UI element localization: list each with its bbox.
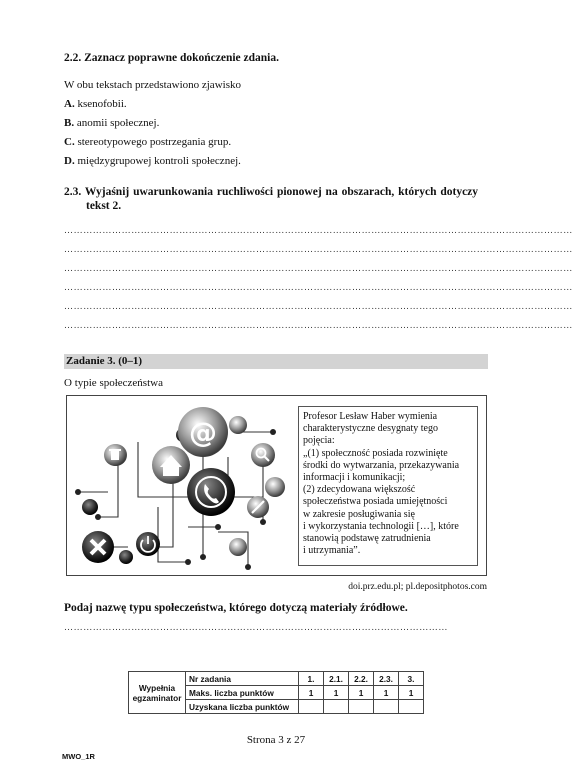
answer-line[interactable]: …………………………………………………………………………………………………………………………………………… [64,282,573,292]
task-3-subtitle: O typie społeczeństwa [64,377,163,389]
quote-line: (2) zdecydowana większość [303,484,416,496]
quote-line: informacji i komunikacji; [303,472,406,484]
max-points-cell: 1 [399,686,424,700]
option-b[interactable] [64,117,159,129]
option-text: międzygrupowej kontroli społecznej. [74,155,241,167]
task-2-3-heading-cont: tekst 2. [86,200,122,212]
option-letter: B. [64,117,75,129]
trash-icon [104,444,126,466]
close-icon [82,531,114,563]
task-number-cell: 1. [299,672,324,686]
search-icon [251,443,275,467]
home-icon [152,446,190,484]
quote-line: i utrzymania”. [303,545,361,557]
exam-code: MWO_1R [62,752,95,761]
quote-line: i wykorzystania technologii […], które [303,520,459,532]
grading-table [128,671,424,714]
task-number-cell: 2.3. [374,672,399,686]
quote-line: stanowią podstawę zatrudnienia [303,533,431,545]
task-number-cell: 2.2. [349,672,374,686]
quote-line: środki do wytwarzania, przekazywania [303,459,460,471]
max-points-label: Maks. liczba punktów [186,686,299,700]
option-c[interactable] [64,136,231,148]
task-number-cell: 2.1. [324,672,349,686]
grader-label: Wypełnia egzaminator [129,672,186,714]
phone-icon [187,468,235,516]
earned-points-cell[interactable] [299,700,324,714]
task-3-instruction: Podaj nazwę typu społeczeństwa, którego dotyczą materiały źródłowe. [64,602,408,614]
quote-line: charakterystyczne desygnaty tego [303,423,438,435]
option-text: stereotypowego postrzegania grup. [74,136,232,148]
source-quote [298,406,478,566]
task-2-3-heading: 2.3. Wyjaśnij uwarunkowania ruchliwości pionowej na obszarach, których dotyczy [64,186,479,198]
quote-line: „(1) społeczność posiada rozwinięte [303,447,448,459]
option-letter: A. [64,98,75,110]
answer-line[interactable]: …………………………………………………………………………………………………………………………………………… [64,244,573,254]
option-text: anomii społecznej. [74,117,160,129]
task-number-cell: 3. [399,672,424,686]
earned-points-cell[interactable] [399,700,424,714]
answer-line[interactable]: …………………………………………………………………………………………………………………………………………… [64,320,573,330]
task-2-2-stem: W obu tekstach przedstawiono zjawisko [64,79,241,91]
quote-line: pojęcia: [303,435,335,447]
task-2-2-heading: 2.2. Zaznacz poprawne dokończenie zdania. [64,52,279,64]
answer-line[interactable]: …………………………………………………………………………………………………………………………………………… [64,225,573,235]
option-letter: C. [64,136,75,148]
email-icon [178,407,228,457]
max-points-cell: 1 [374,686,399,700]
task-3-answer-line[interactable]: ………………………………………………………………………………………………………… [64,622,448,632]
task-number-label: Nr zadania [186,672,299,686]
quote-line: w zakresie posługiwania się [303,508,415,520]
max-points-cell: 1 [299,686,324,700]
option-d[interactable] [64,155,241,167]
option-letter: D. [64,155,75,167]
page-number: Strona 3 z 27 [246,734,306,746]
communication-network-illustration [68,397,293,574]
earned-points-cell[interactable] [349,700,374,714]
answer-line[interactable]: …………………………………………………………………………………………………………………………………………… [64,301,573,311]
answer-line[interactable]: …………………………………………………………………………………………………………………………………………… [64,263,573,273]
svg-text:@: @ [189,416,217,449]
option-text: ksenofobii. [74,98,127,110]
quote-line: Profesor Lesław Haber wymienia [303,411,438,422]
option-a[interactable] [64,98,127,110]
earned-points-cell[interactable] [374,700,399,714]
max-points-cell: 1 [324,686,349,700]
quote-line: społeczeństwa posiada umiejętności [303,496,448,508]
earned-points-cell[interactable] [324,700,349,714]
earned-points-label: Uzyskana liczba punktów [186,700,299,714]
source-citation: doi.prz.edu.pl; pl.depositphotos.com [348,582,487,592]
task-3-title: Zadanie 3. (0–1) [66,355,143,367]
tools-icon [247,496,269,518]
max-points-cell: 1 [349,686,374,700]
power-icon [136,532,160,556]
